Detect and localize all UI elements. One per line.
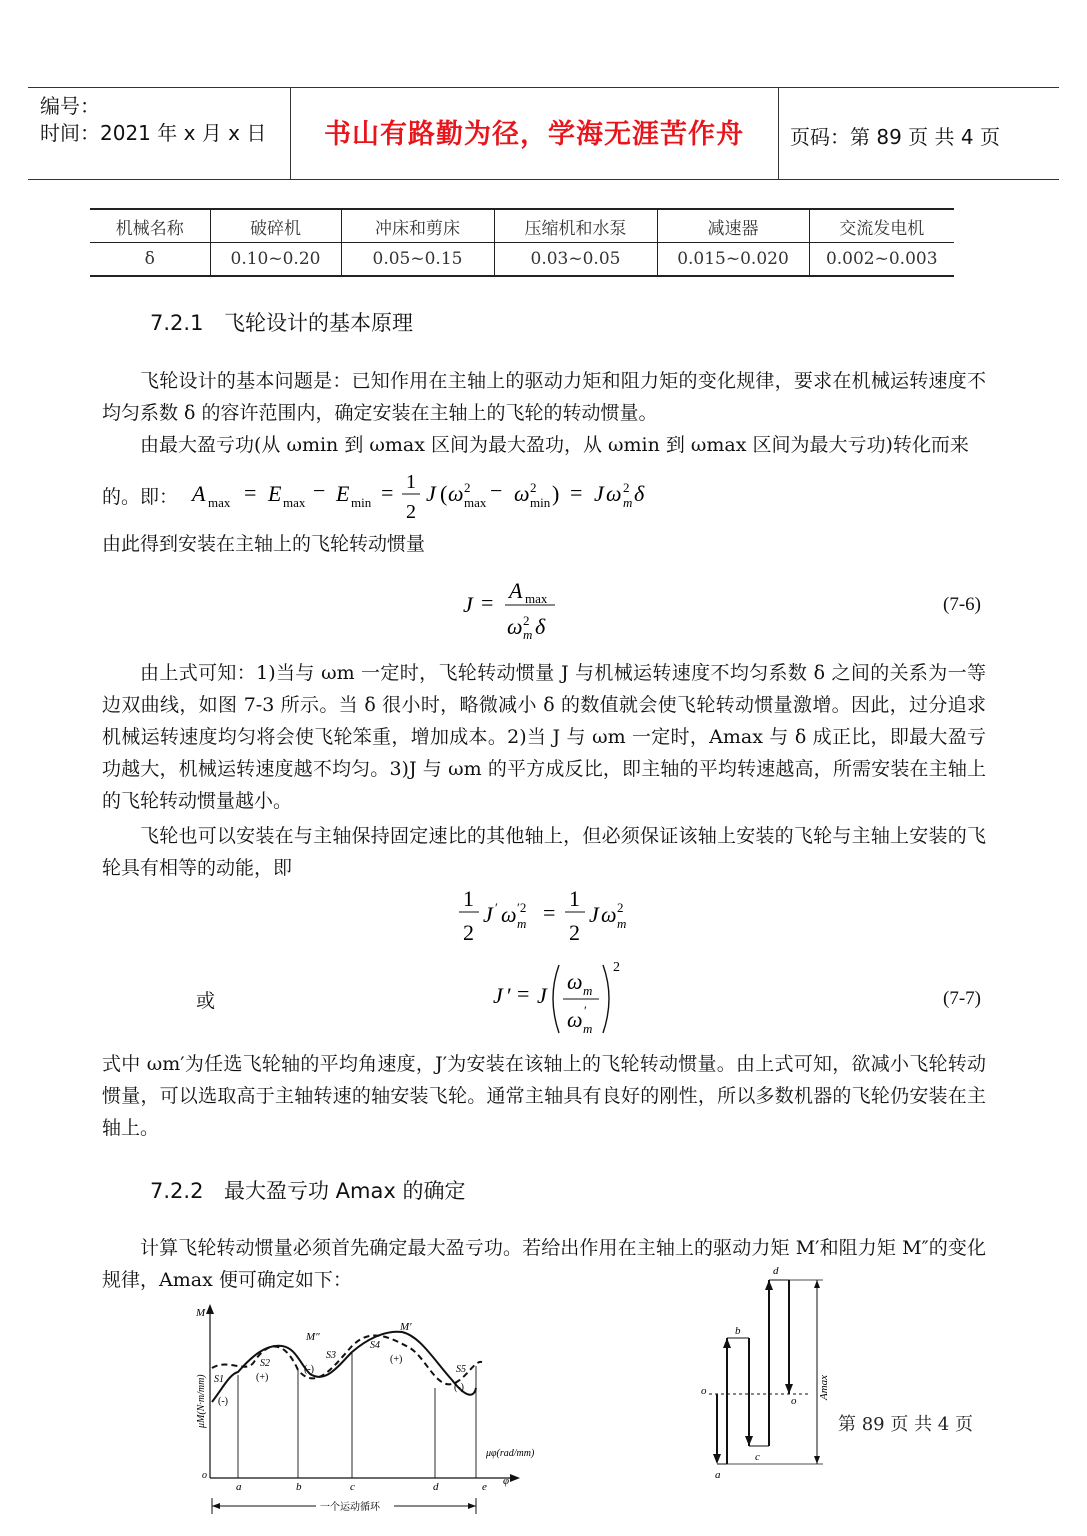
header-divider-right <box>778 87 779 180</box>
point-label: d <box>773 1265 779 1277</box>
motto: 书山有路勤为径，学海无涯苦作舟 <box>324 119 744 150</box>
point-label: d <box>433 1481 439 1493</box>
svg-text:=: = <box>481 590 494 615</box>
equation-number: (7-6) <box>943 594 981 615</box>
area-label: S5 <box>456 1364 466 1375</box>
svg-text:E: E <box>268 481 282 506</box>
paragraph-amax <box>102 1232 986 1296</box>
svg-text:2: 2 <box>463 920 474 945</box>
paragraph-text: 由最大盈亏功(从 ωmin 到 ωmax 区间为最大盈功，从 ωmin 到 ωmax 区间为最大亏功)转化而来 <box>140 434 969 456</box>
table-header-cell: 破碎机 <box>210 209 341 243</box>
svg-text:m: m <box>623 495 633 510</box>
table-cell: 0.05~0.15 <box>341 243 494 277</box>
paragraph-derivation <box>102 429 986 461</box>
svg-text:1: 1 <box>406 471 416 493</box>
svg-text:2: 2 <box>464 480 471 495</box>
svg-text:=: = <box>381 480 394 505</box>
svg-text:max: max <box>208 495 231 510</box>
svg-text:J: J <box>493 983 503 1008</box>
table-header-cell: 机械名称 <box>90 209 210 243</box>
svg-text:): ) <box>552 481 560 506</box>
paragraph-text: 飞轮设计的基本问题是：已知作用在主轴上的驱动力矩和阻力矩的变化规律，要求在机械运转速度不均匀系数 δ 的容许范围内，确定安装在主轴上的飞轮的转动惯量。 <box>102 370 986 424</box>
svg-text:max: max <box>283 495 306 510</box>
amax-equation <box>180 462 660 526</box>
derivation-tail: 的。即： <box>102 486 179 508</box>
svg-text:ω: ω <box>606 481 622 506</box>
or-label: 或 <box>196 990 216 1012</box>
svg-text:min: min <box>530 495 551 510</box>
point-label: o <box>701 1385 707 1397</box>
svg-text:=: = <box>517 981 530 1006</box>
svg-text:J: J <box>463 592 473 617</box>
svg-text:′2: ′2 <box>517 900 527 915</box>
table-header-cell: 压缩机和水泵 <box>494 209 657 243</box>
sign-label: (-) <box>304 1364 314 1375</box>
svg-text:′: ′ <box>584 1003 587 1018</box>
point-label: c <box>350 1481 355 1493</box>
table-row <box>90 243 954 277</box>
svg-text:A: A <box>192 481 206 506</box>
point-label: b <box>735 1325 741 1337</box>
table-cell: 0.015~0.020 <box>657 243 809 277</box>
amax-label: Amax <box>818 1374 830 1400</box>
area-label: S4 <box>370 1340 380 1351</box>
sign-label: (-) <box>454 1382 464 1393</box>
table-cell: 0.002~0.003 <box>809 243 954 277</box>
svg-text:−: − <box>313 478 326 503</box>
svg-text:min: min <box>351 495 372 510</box>
torque-diagram <box>190 1300 550 1536</box>
footer-page-text: 第 89 页 共 4 页 <box>838 1414 973 1435</box>
paragraph-analysis <box>102 657 986 817</box>
header-bottom-rule <box>28 179 1059 180</box>
section-heading-721 <box>150 307 413 337</box>
svg-text:J: J <box>589 902 599 927</box>
svg-text:m: m <box>583 983 593 998</box>
section-number: 7.2.2 <box>150 1179 204 1203</box>
svg-text:J: J <box>483 902 493 927</box>
svg-text:1: 1 <box>463 886 474 911</box>
svg-text:δ: δ <box>535 614 546 639</box>
table-cell: δ <box>90 243 210 277</box>
svg-text:ω: ω <box>567 969 583 994</box>
svg-text:J: J <box>594 481 604 506</box>
equation-7-6 <box>455 572 575 642</box>
svg-text:m: m <box>617 916 627 931</box>
curve-label: M″ <box>306 1331 320 1343</box>
serial-label: 编号： <box>40 94 100 118</box>
table-header-cell: 冲床和剪床 <box>341 209 494 243</box>
svg-text:ω: ω <box>601 902 617 927</box>
scale-label-x: μφ(rad/mm) <box>486 1448 535 1459</box>
svg-text:max: max <box>525 591 548 606</box>
svg-text:max: max <box>464 495 487 510</box>
energy-vector-diagram <box>695 1262 835 1492</box>
svg-text:2: 2 <box>623 480 630 495</box>
paragraph-text: 由上式可知：1)当与 ωm 一定时，飞轮转动惯量 J 与机械运转速度不均匀系数 δ 之间的关系为一等边双曲线，如图 7-3 所示。当 δ 很小时，略微减小 δ 的数值就会使飞轮转动惯量激增。因此，过分追求机械运转速度均匀将会使飞轮笨重，增加成本。2)当 J 与 ωm 一定时，Amax 与 δ 成正比，即最大盈亏功越大，机械运转速度越不均匀。3)J 与 ωm 的平方成反比，即主轴的平均转速越高，所需安装在主轴上的飞轮转动惯量越小。 <box>102 662 986 812</box>
svg-text:ω: ω <box>567 1007 583 1032</box>
section-number: 7.2.1 <box>150 311 204 335</box>
paragraph-text: 飞轮也可以安装在与主轴保持固定速比的其他轴上，但必须保证该轴上安装的飞轮与主轴上安装的飞轮具有相等的动能，即 <box>102 825 986 879</box>
paragraph-text: 式中 ωm′为任选飞轮轴的平均角速度，J′为安装在该轴上的飞轮转动惯量。由上式可知，欲减小飞轮转动惯量，可以选取高于主轴转速的轴安装飞轮。通常主轴具有良好的刚性，所以多数机器的飞轮仍安装在主轴上。 <box>102 1053 986 1139</box>
svg-text:J: J <box>426 481 436 506</box>
table-cell: 0.03~0.05 <box>494 243 657 277</box>
svg-text:m: m <box>517 916 527 931</box>
point-label: a <box>715 1469 721 1481</box>
point-label: e <box>482 1481 487 1493</box>
curve-label: M′ <box>400 1321 412 1333</box>
paragraph-other-shaft <box>102 820 986 884</box>
svg-text:A: A <box>509 578 523 603</box>
delta-table <box>90 208 954 277</box>
svg-text:E: E <box>336 481 350 506</box>
point-label: b <box>296 1481 302 1493</box>
svg-text:2: 2 <box>613 960 620 975</box>
date-text: 时间：2021 年 x 月 x 日 <box>40 121 267 145</box>
svg-text:m: m <box>583 1021 593 1036</box>
sign-label: (-) <box>218 1396 228 1407</box>
svg-text:J: J <box>537 983 547 1008</box>
svg-text:=: = <box>244 480 257 505</box>
area-label: S1 <box>214 1374 224 1385</box>
paragraph-text: 由此得到安装在主轴上的飞轮转动惯量 <box>102 533 426 555</box>
svg-text:2: 2 <box>569 920 580 945</box>
svg-text:2: 2 <box>523 613 530 628</box>
svg-text:(: ( <box>440 481 448 506</box>
sign-label: (+) <box>390 1354 403 1365</box>
table-cell: 0.10~0.20 <box>210 243 341 277</box>
header-top-rule <box>28 87 1059 88</box>
origin-label: o <box>202 1470 207 1481</box>
section-heading-722 <box>150 1175 465 1205</box>
svg-text:2: 2 <box>617 900 624 915</box>
paragraph-problem <box>102 365 986 429</box>
cycle-label: 一个运动循环 <box>320 1502 380 1513</box>
svg-text:ω: ω <box>507 614 523 639</box>
area-label: S2 <box>260 1358 270 1369</box>
axis-x-label: φ <box>503 1475 510 1487</box>
svg-text:ω: ω <box>501 902 517 927</box>
axis-y-label: M <box>196 1307 206 1319</box>
svg-text:′: ′ <box>495 900 498 915</box>
svg-text:1: 1 <box>569 886 580 911</box>
paragraph-definition <box>102 1048 986 1144</box>
svg-text:δ: δ <box>634 481 645 506</box>
svg-text:=: = <box>543 900 556 925</box>
equation-energy <box>455 880 635 950</box>
table-header-cell: 交流发电机 <box>809 209 954 243</box>
area-label: S3 <box>326 1350 336 1361</box>
section-title: 最大盈亏功 Amax 的确定 <box>224 1179 466 1203</box>
scale-label-y: μM(N·m/mm) <box>196 1374 207 1428</box>
svg-text:ω: ω <box>514 481 530 506</box>
svg-text:2: 2 <box>530 480 537 495</box>
equation-7-7 <box>485 955 635 1039</box>
svg-text:2: 2 <box>406 501 416 523</box>
point-label: a <box>236 1481 242 1493</box>
header-page-text: 页码：第 89 页 共 4 页 <box>790 125 1000 149</box>
svg-text:m: m <box>523 627 533 642</box>
svg-text:−: − <box>490 478 503 503</box>
point-label: c <box>755 1451 760 1463</box>
table-header-cell: 减速器 <box>657 209 809 243</box>
paragraph-text: 计算飞轮转动惯量必须首先确定最大盈亏功。若给出作用在主轴上的驱动力矩 M′和阻力矩 M″的变化规律，Amax 便可确定如下： <box>102 1237 986 1291</box>
table-header-row <box>90 209 954 243</box>
equation-number: (7-7) <box>943 988 981 1009</box>
svg-text:ω: ω <box>448 481 464 506</box>
svg-text:=: = <box>570 480 583 505</box>
point-label: o <box>791 1395 797 1407</box>
section-title: 飞轮设计的基本原理 <box>224 311 413 335</box>
sign-label: (+) <box>256 1372 269 1383</box>
svg-text:′: ′ <box>507 983 512 1008</box>
